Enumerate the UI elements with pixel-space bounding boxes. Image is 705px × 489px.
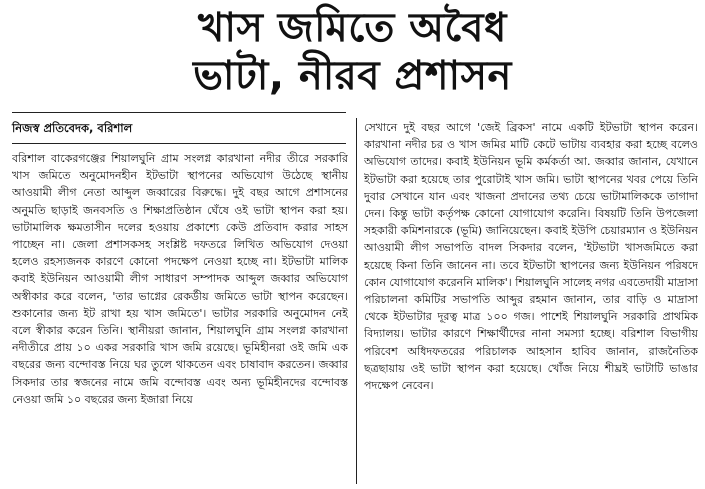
top-divider bbox=[12, 112, 346, 113]
headline-line-2: ভাটা, নীরব প্রশাসন bbox=[193, 53, 512, 99]
byline-divider bbox=[12, 143, 346, 144]
article-column-1 bbox=[12, 150, 348, 488]
headline bbox=[0, 4, 705, 100]
article-column-2 bbox=[364, 119, 698, 487]
headline-line-1: খাস জমিতে অবৈধ bbox=[198, 5, 507, 51]
article-text-column-1: বরিশাল বাকেরগঞ্জের শিয়ালঘুনি গ্রাম সংলগ্ন কারখানা নদীর তীরে সরকারি খাস জমিতে অনুমোদনহীন ইটভাটা স্থাপনের অভিযোগ উঠেছে স্থানীয় আওয়ামী লীগ নেতা আব্দুল জব্বারের বিরুদ্ধে। দুই বছর আগে প্রশাসনের অনুমতি ছাড়াই জনবসতি ও শিক্ষাপ্রতিষ্ঠান ঘেঁষে ওই ভাটা স্থাপন করা হয়। ভাটামালিক ক্ষমতাসীন দলের হওয়ায় প্রকাশ্যে কেউ প্রতিবাদ করার সাহস পাচ্ছেন না। জেলা প্রশাসকসহ সংশ্লিষ্ট দফতরে লিখিত অভিযোগ দেওয়া হলেও রহস্যজনক কারণে কোনো পদক্ষেপ নেওয়া হচ্ছে না। ইটভাটা মালিক কবাই ইউনিয়ন আওয়ামী লীগ সাধারণ সম্পাদক আব্দুল জব্বার অভিযোগ অস্বীকার করে বলেন, 'তার ভাগ্নের রেকর্ডীয় জমিতে ভাটা স্থাপন করেছেন। শুকানোর জন্য ইট রাখা হয় খাস জমিতে'। ভাটার সরকারি অনুমোদন নেই বলে স্বীকার করেন তিনি। স্থানীয়রা জানান, শিয়ালঘুনি গ্রাম সংলগ্ন কারখানা নদীতীরে প্রায় ১০ একর সরকারি খাস জমি রয়েছে। ভূমিহীনরা ওই জমি এক বছরের জন্য বন্দোবস্ত নিয়ে ঘর তুলে থাকতেন এবং চাষাবাদ করতেন। জব্বার সিকদার তার স্বজনের নামে জমি বন্দোবস্ত এবং অন্য ভূমিহীনদের বন্দোবস্ত নেওয়া জমি ১০ বছরের জন্য ইজারা নিয়ে bbox=[12, 152, 348, 406]
byline: নিজস্ব প্রতিবেদক, বরিশাল bbox=[12, 121, 133, 135]
article-text-column-2: সেখানে দুই বছর আগে 'জেই ব্রিকস' নামে একটি ইটভাটা স্থাপন করেন। কারখানা নদীর চর ও খাস জমির মাটি কেটে ভাটায় ব্যবহার করা হচ্ছে বলেও অভিযোগ তাদের। কবাই ইউনিয়ন ভূমি কর্মকর্তা আ. জব্বার জানান, যেখানে ইটভাটা করা হয়েছে তার পুরোটাই খাস জমি। ভাটা স্থাপনের খবর পেয়ে তিনি দুবার সেখানে যান এবং খাজনা প্রদানের তথ্য চেয়ে ভাটামালিককে তাগাদা দেন। কিন্তু ভাটা কর্তৃপক্ষ কোনো যোগাযোগ করেনি। বিষয়টি তিনি উপজেলা সহকারী কমিশনারকে (ভূমি) জানিয়েছেন। কবাই ইউপি চেয়ারম্যান ও ইউনিয়ন আওয়ামী লীগ সভাপতি বাদল সিকদার বলেন, 'ইটভাটা খাসজমিতে করা হয়েছে কিনা তিনি জানেন না। তবে ইটভাটা স্থাপনের জন্য ইউনিয়ন পরিষদে কোন যোগাযোগ করেননি মালিক'। শিয়ালঘুনি সালেহ নগর এবতেদায়ী মাদ্রাসা পরিচালনা কমিটির সভাপতি আব্দুর রহমান জানান, তার বাড়ি ও মাদ্রাসা থেকে ইটভাটার দূরত্ব মাত্র ১০০ গজ। পাশেই শিয়ালঘুনি সরকারি প্রাথমিক বিদ্যালয়। ভাটার কারণে শিক্ষার্থীদের নানা সমস্যা হচ্ছে। বরিশাল বিভাগীয় পরিবেশ অধিদফতরের পরিচালক আহসান হাবিব জানান, রাজনৈতিক ছত্রছায়ায় ওই ভাটা স্থাপন করা হয়েছে। খোঁজ নিয়ে শীঘ্রই ভাটাটি ভাঙার পদক্ষেপ নেবেন। bbox=[364, 121, 698, 393]
column-divider bbox=[356, 118, 357, 484]
